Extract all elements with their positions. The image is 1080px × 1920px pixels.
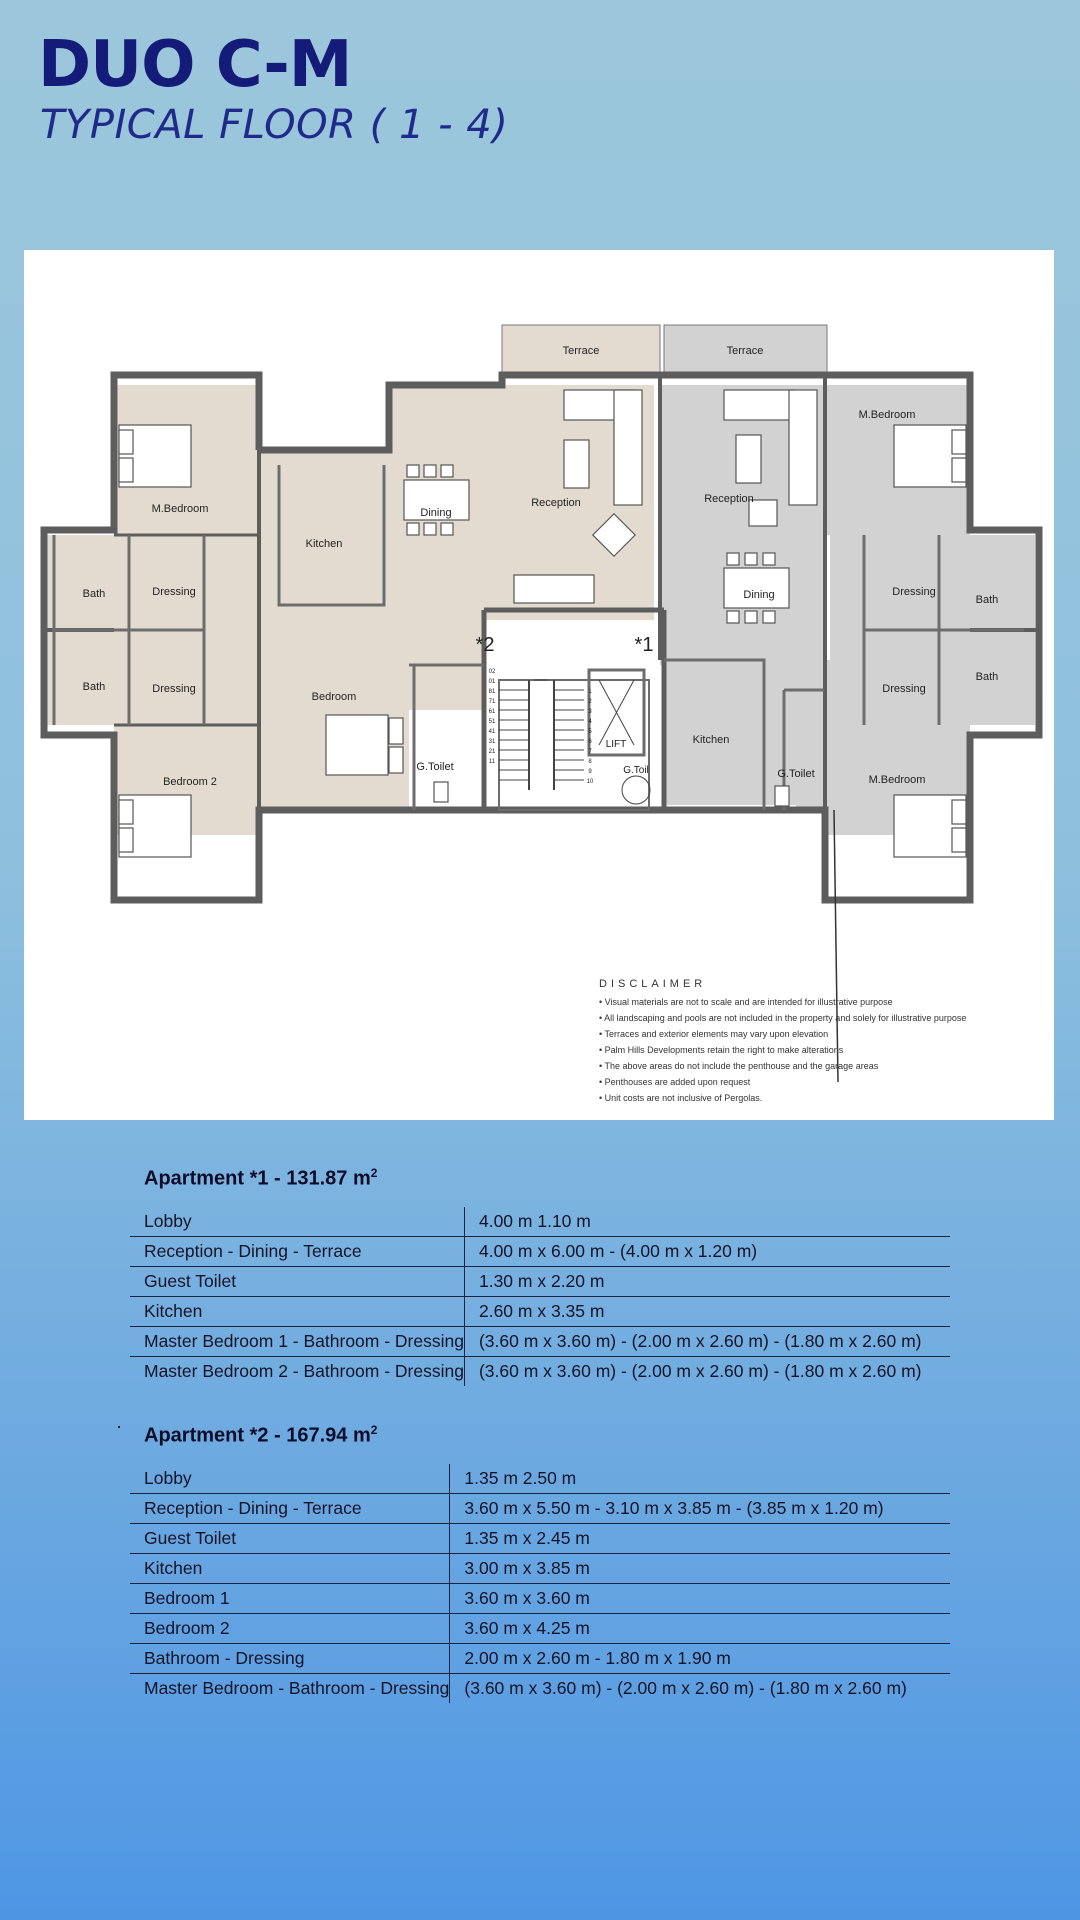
stair-number: 61 xyxy=(488,709,496,715)
apartment-1-title-text: Apartment *1 - 131.87 m xyxy=(144,1167,371,1190)
row-value: 4.00 m 1.10 m xyxy=(478,1211,591,1231)
kitchen-left-label: Kitchen xyxy=(305,538,343,550)
apartment-2-table xyxy=(130,1464,950,1703)
row-value: 3.00 m x 3.85 m xyxy=(450,1554,950,1584)
disclaimer-list xyxy=(599,994,1039,1106)
stair-number: 3 xyxy=(588,709,592,715)
bath-right-top-label: Bath xyxy=(975,594,999,606)
stair-number: 51 xyxy=(488,719,496,725)
row-label: Lobby xyxy=(130,1464,450,1494)
terrace-left-label: Terrace xyxy=(562,345,600,357)
row-value: 1.30 m x 2.20 m xyxy=(464,1267,950,1297)
disclaimer-item: • The above areas do not include the penthouse and the garage areas xyxy=(599,1058,1039,1074)
stray-dot xyxy=(118,1426,120,1428)
apartment-2-title xyxy=(144,1423,377,1448)
stair-number: 2 xyxy=(588,699,592,705)
disclaimer xyxy=(599,978,1039,1106)
row-label: Master Bedroom 2 - Bathroom - Dressing xyxy=(130,1357,464,1387)
row-value: (3.60 m x 3.60 m) - (2.00 m x 2.60 m) - (1.80 m x 2.60 m) xyxy=(464,1327,950,1357)
table-row xyxy=(130,1327,950,1357)
row-label: Lobby xyxy=(130,1207,464,1237)
g-toilet-right-label: G.Toilet xyxy=(777,768,815,780)
page-title: DUO C-M xyxy=(38,28,352,102)
page-subtitle: TYPICAL FLOOR ( 1 - 4) xyxy=(40,102,509,148)
row-value: 2.60 m x 3.35 m xyxy=(464,1297,950,1327)
stair-number: 02 xyxy=(488,669,496,675)
dressing-left-bottom-label: Dressing xyxy=(152,683,196,695)
row-value: (3.60 m x 3.60 m) - (2.00 m x 2.60 m) - (1.80 m x 2.60 m) xyxy=(464,1357,950,1387)
dressing-right-bottom-label: Dressing xyxy=(882,683,926,695)
bath-left-top-label: Bath xyxy=(82,588,106,600)
stair-number: 7 xyxy=(588,749,592,755)
dining-right-label: Dining xyxy=(743,589,775,601)
row-label: Kitchen xyxy=(130,1297,464,1327)
dressing-left-top-label: Dressing xyxy=(152,586,196,598)
row-label: Guest Toilet xyxy=(130,1524,450,1554)
disclaimer-item: • All landscaping and pools are not included in the property and solely for illustrative purpose xyxy=(599,1010,1039,1026)
bedroom-2-label: Bedroom 2 xyxy=(163,776,217,788)
row-label: Kitchen xyxy=(130,1554,450,1584)
stair-number: 1 xyxy=(588,689,592,695)
apartment-1-marker: *1 xyxy=(634,634,654,656)
stair-number: 71 xyxy=(488,699,496,705)
row-label: Reception - Dining - Terrace xyxy=(130,1494,450,1524)
table-row xyxy=(130,1584,950,1614)
row-label: Bedroom 1 xyxy=(130,1584,450,1614)
table-row xyxy=(130,1674,950,1704)
row-label: Bedroom 2 xyxy=(130,1614,450,1644)
g-toilet-left-label: G.Toilet xyxy=(416,761,454,773)
stair-number: 9 xyxy=(588,769,592,775)
table-row xyxy=(130,1207,950,1237)
row-label: Guest Toilet xyxy=(130,1267,464,1297)
table-row xyxy=(130,1464,950,1494)
table-row xyxy=(130,1494,950,1524)
row-value: 3.60 m x 3.60 m xyxy=(450,1584,950,1614)
stair-number: 41 xyxy=(488,729,496,735)
m-bedroom-left-label: M.Bedroom xyxy=(151,503,209,515)
table-row xyxy=(130,1614,950,1644)
lift-label: LIFT xyxy=(605,739,627,750)
table-row xyxy=(130,1524,950,1554)
row-value: 1.35 m 2.50 m xyxy=(464,1468,577,1488)
row-value: 2.00 m x 2.60 m - 1.80 m x 1.90 m xyxy=(450,1644,950,1674)
stair-number: 31 xyxy=(488,739,496,745)
dressing-right-top-label: Dressing xyxy=(892,586,936,598)
stair-number: 4 xyxy=(588,719,592,725)
row-value: 3.60 m x 5.50 m - 3.10 m x 3.85 m - (3.85 m x 1.20 m) xyxy=(450,1494,950,1524)
unit-superscript: 2 xyxy=(370,1166,378,1180)
disclaimer-item: • Palm Hills Developments retain the right to make alterations xyxy=(599,1042,1039,1058)
m-bedroom-right-top-label: M.Bedroom xyxy=(858,409,916,421)
disclaimer-item: • Visual materials are not to scale and are intended for illustrative purpose xyxy=(599,994,1039,1010)
row-label: Master Bedroom 1 - Bathroom - Dressing xyxy=(130,1327,464,1357)
apartment-1-title xyxy=(144,1166,377,1191)
apartment-1-fills xyxy=(660,325,1035,835)
apartment-2-marker: *2 xyxy=(475,634,495,656)
table-row xyxy=(130,1554,950,1584)
apartment-1-table xyxy=(130,1207,950,1386)
kitchen-right-label: Kitchen xyxy=(692,734,730,746)
reception-left-label: Reception xyxy=(531,497,581,509)
stair-number: 8 xyxy=(588,759,592,765)
dining-left-label: Dining xyxy=(420,507,452,519)
table-row xyxy=(130,1267,950,1297)
disclaimer-title: DISCLAIMER xyxy=(599,978,707,990)
disclaimer-item: • Penthouses are added upon request xyxy=(599,1074,1039,1090)
disclaimer-item: • Unit costs are not inclusive of Pergolas. xyxy=(599,1090,1039,1106)
disclaimer-item: • Terraces and exterior elements may vary upon elevation xyxy=(599,1026,1039,1042)
unit-superscript: 2 xyxy=(370,1423,378,1437)
apartment-2-title-text: Apartment *2 - 167.94 m xyxy=(144,1424,371,1447)
row-value: 1.35 m x 2.45 m xyxy=(450,1524,950,1554)
m-bedroom-right-bottom-label: M.Bedroom xyxy=(868,774,926,786)
table-row xyxy=(130,1644,950,1674)
row-value: 4.00 m x 6.00 m - (4.00 m x 1.20 m) xyxy=(464,1237,950,1267)
stair-number: 11 xyxy=(488,759,496,765)
stair-number: 21 xyxy=(488,749,496,755)
stair-number: 10 xyxy=(586,779,594,785)
g-toil-label: G.Toil xyxy=(623,765,649,776)
row-label: Bathroom - Dressing xyxy=(130,1644,450,1674)
terrace-right-label: Terrace xyxy=(726,345,764,357)
table-row xyxy=(130,1357,950,1387)
stair-numbers xyxy=(489,669,594,785)
row-value: (3.60 m x 3.60 m) - (2.00 m x 2.60 m) - (1.80 m x 2.60 m) xyxy=(450,1674,950,1704)
bedroom-mid-label: Bedroom xyxy=(311,691,357,703)
stair-number: 81 xyxy=(488,689,496,695)
table-row xyxy=(130,1237,950,1267)
stairs xyxy=(499,680,650,804)
row-label: Master Bedroom - Bathroom - Dressing xyxy=(130,1674,450,1704)
floor-plan-card xyxy=(24,250,1054,1120)
bath-left-bottom-label: Bath xyxy=(82,681,106,693)
stair-number: 6 xyxy=(588,739,592,745)
row-value: 3.60 m x 4.25 m xyxy=(450,1614,950,1644)
bath-right-bottom-label: Bath xyxy=(975,671,999,683)
stair-number: 5 xyxy=(588,729,592,735)
reception-right-label: Reception xyxy=(704,493,754,505)
stair-number: 01 xyxy=(488,679,496,685)
table-row xyxy=(130,1297,950,1327)
row-label: Reception - Dining - Terrace xyxy=(130,1237,464,1267)
